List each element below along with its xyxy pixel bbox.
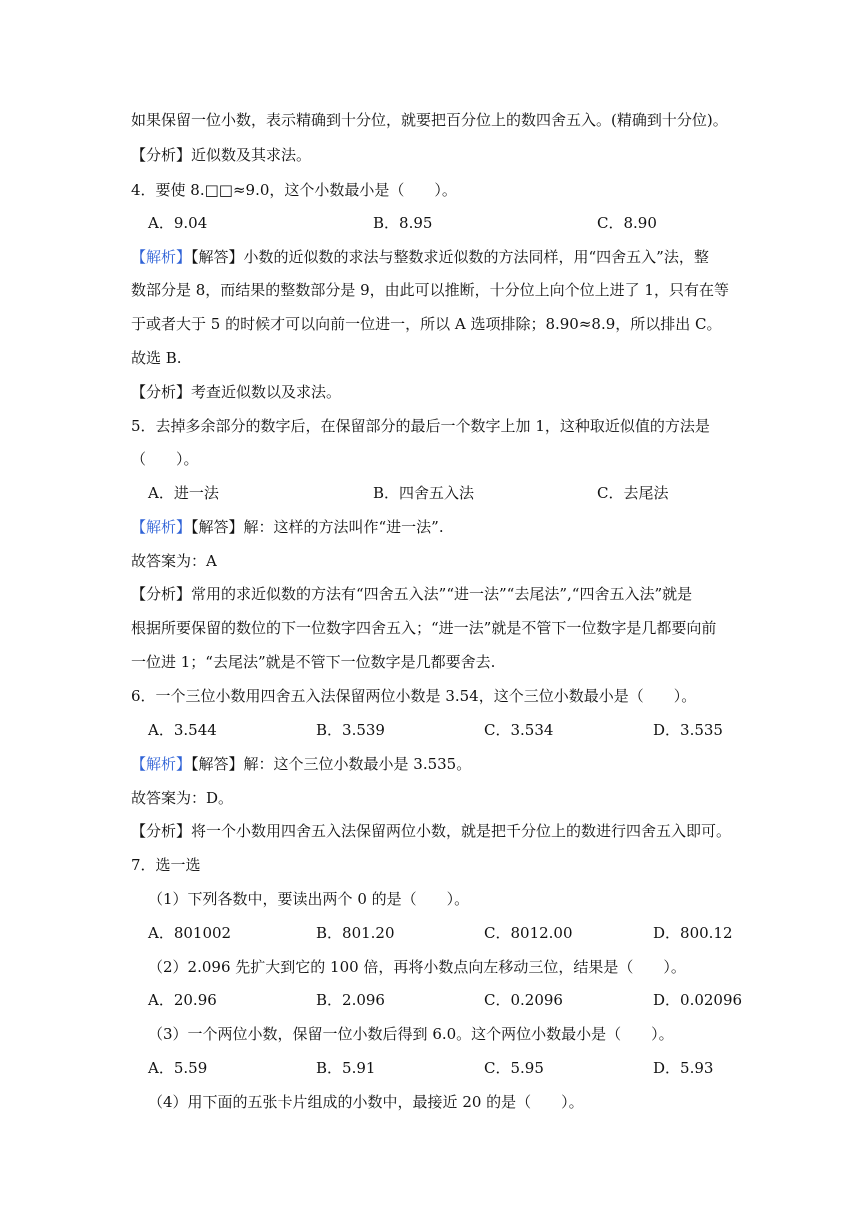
answer-line bbox=[131, 754, 820, 774]
analysis-line: 【分析】考查近似数以及求法。 bbox=[131, 383, 342, 401]
answer-line: 故选 B. bbox=[131, 349, 182, 367]
analysis-line: 【分析】常用的求近似数的方法有“四舍五入法”“进一法”“去尾法”,“四舍五入法”就是 bbox=[131, 585, 693, 603]
answer-line bbox=[131, 517, 820, 537]
answer-line: 于或者大于 5 的时候才可以向前一位进一，所以 A 选项排除；8.90≈8.9，所以排出 C。 bbox=[131, 315, 722, 333]
option-d: D．3.535 bbox=[653, 721, 723, 739]
answer-text: 【解答】解：这个三位小数最小是 3.535。 bbox=[191, 755, 472, 773]
option-a: A．801002 bbox=[148, 924, 232, 942]
answer-line: 数部分是 8，而结果的整数部分是 9，由此可以推断，十分位上向个位上进了 1，只有在等 bbox=[131, 281, 729, 299]
question-6-options bbox=[148, 720, 820, 740]
question-7-2-options bbox=[148, 990, 820, 1010]
question-7-1-options bbox=[148, 923, 820, 943]
solution-tag: 【解析】 bbox=[131, 248, 192, 266]
solution-tag: 【解析】 bbox=[131, 518, 192, 536]
option-d: D．5.93 bbox=[653, 1059, 714, 1077]
option-b: B．3.539 bbox=[316, 721, 385, 739]
question-4-options bbox=[148, 213, 820, 233]
analysis-line: 【分析】近似数及其求法。 bbox=[131, 146, 312, 164]
question-5-blank: （ ）。 bbox=[131, 450, 199, 468]
question-7: 7．选一选 bbox=[131, 856, 201, 874]
option-c: C．5.95 bbox=[484, 1059, 544, 1077]
option-d: D．800.12 bbox=[653, 924, 733, 942]
question-5: 5．去掉多余部分的数字后，在保留部分的最后一个数字上加 1，这种取近似值的方法是 bbox=[131, 417, 710, 435]
option-a: A．3.544 bbox=[148, 721, 217, 739]
answer-line bbox=[131, 247, 820, 267]
question-4: 4．要使 8.□□≈9.0，这个小数最小是（ ）。 bbox=[131, 181, 457, 199]
solution-tag: 【解析】 bbox=[131, 755, 192, 773]
option-a: A．20.96 bbox=[148, 991, 217, 1009]
question-7-part-3: （3）一个两位小数，保留一位小数后得到 6.0。这个两位小数最小是（ ）。 bbox=[148, 1025, 674, 1043]
option-c: C．3.534 bbox=[484, 721, 554, 739]
analysis-line: 【分析】将一个小数用四舍五入法保留两位小数，就是把千分位上的数进行四舍五入即可。 bbox=[131, 822, 732, 840]
question-5-options bbox=[148, 483, 820, 503]
option-a: A．5.59 bbox=[148, 1059, 208, 1077]
option-c: C．8.90 bbox=[597, 214, 657, 232]
option-a: A．进一法 bbox=[148, 484, 219, 502]
question-7-part-1: （1）下列各数中，要读出两个 0 的是（ ）。 bbox=[148, 890, 470, 908]
answer-line: 故答案为：A bbox=[131, 552, 217, 570]
option-d: D．0.02096 bbox=[653, 991, 743, 1009]
question-7-part-2: （2）2.096 先扩大到它的 100 倍，再将小数点向左移动三位，结果是（ ）。 bbox=[148, 958, 686, 976]
question-6: 6．一个三位小数用四舍五入法保留两位小数是 3.54，这个三位小数最小是（ ）。 bbox=[131, 687, 697, 705]
option-b: B．801.20 bbox=[316, 924, 395, 942]
option-b: B．5.91 bbox=[316, 1059, 376, 1077]
option-b: B．2.096 bbox=[316, 991, 385, 1009]
option-c: C．去尾法 bbox=[597, 484, 669, 502]
answer-text: 【解答】解：这样的方法叫作“进一法”. bbox=[191, 518, 444, 536]
analysis-line: 一位进 1；“去尾法”就是不管下一位数字是几都要舍去. bbox=[131, 653, 496, 671]
question-7-part-4: （4）用下面的五张卡片组成的小数中，最接近 20 的是（ ）。 bbox=[148, 1093, 584, 1111]
text-line: 如果保留一位小数，表示精确到十分位，就要把百分位上的数四舍五入。(精确到十分位)。 bbox=[131, 111, 728, 129]
answer-text: 【解答】小数的近似数的求法与整数求近似数的方法同样，用“四舍五入”法，整 bbox=[191, 248, 709, 266]
analysis-line: 根据所要保留的数位的下一位数字四舍五入；“进一法”就是不管下一位数字是几都要向前 bbox=[131, 619, 717, 637]
option-c: C．0.2096 bbox=[484, 991, 563, 1009]
option-a: A．9.04 bbox=[148, 214, 208, 232]
answer-line: 故答案为：D。 bbox=[131, 789, 234, 807]
option-c: C．8012.00 bbox=[484, 924, 573, 942]
option-b: B．四舍五入法 bbox=[373, 484, 475, 502]
question-7-3-options bbox=[148, 1058, 820, 1078]
option-b: B．8.95 bbox=[373, 214, 433, 232]
